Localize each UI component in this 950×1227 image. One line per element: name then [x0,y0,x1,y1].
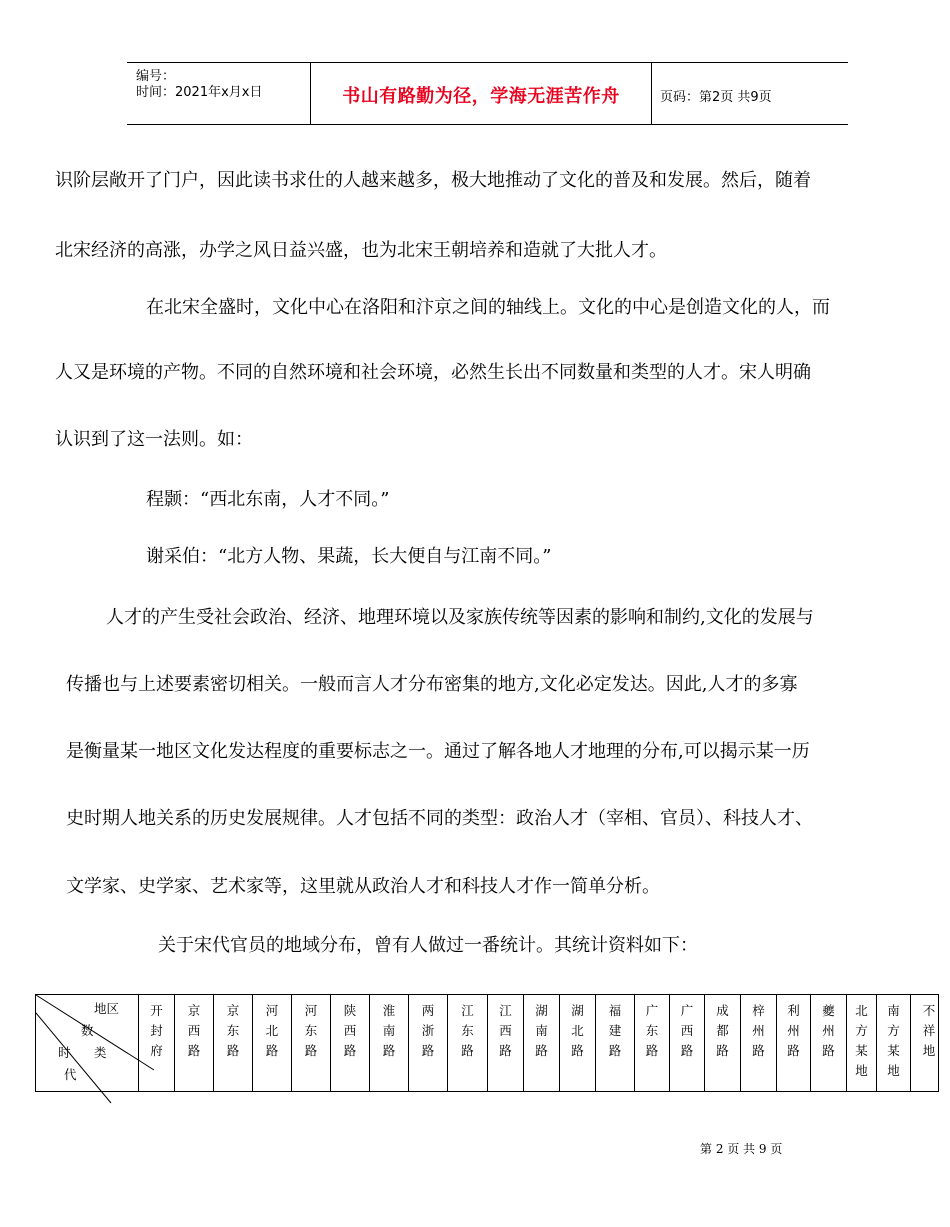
column-header-label: 开 封 府 [150,1003,163,1058]
column-header-label: 北 方 某 地 [855,1003,868,1078]
body-line: 文学家、史学家、艺术家等，这里就从政治人才和科技人才作一简单分析。 [66,876,660,897]
header-region-label: 地区 [94,1001,120,1016]
table-column-header [876,995,910,1091]
header-diagonal-lines [36,995,146,1115]
table-column-header [252,995,291,1091]
column-header-label: 江 东 路 [461,1003,474,1058]
column-header-label: 河 北 路 [265,1003,279,1058]
column-header-label: 京 东 路 [226,1003,240,1058]
header-divider-right [651,62,652,125]
body-line: 传播也与上述要素密切相关。一般而言人才分布密集的地方,文化必定发达。因此,人才的多寡 [66,674,798,695]
table-column-header [330,995,369,1091]
header-bottom-rule [127,124,848,125]
column-header-label: 淮 南 路 [382,1003,396,1058]
header-top-rule [127,62,848,63]
body-line: 在北宋全盛时，文化中心在洛阳和汴京之间的轴线上。文化的中心是创造文化的人，而 [146,297,830,318]
header-motto: 书山有路勤为径，学海无涯苦作舟 [342,86,620,107]
body-line: 史时期人地关系的历史发展规律。人才包括不同的类型：政治人才（宰相、官员）、科技人才、 [66,808,813,829]
column-header-label: 两 浙 路 [421,1003,435,1058]
column-header-label: 不 祥 地 [922,1003,936,1058]
header-page-label: 页码：第2页 共9页 [660,90,772,105]
footer-page-label: 第 2 页 共 9 页 [700,1142,783,1156]
header-category-label: 类 [94,1045,107,1060]
body-line: 程颢：“西北东南，人才不同。” [146,489,390,510]
column-header-label: 河 东 路 [304,1003,318,1058]
body-line: 关于宋代官员的地域分布，曾有人做过一番统计。其统计资料如下： [158,935,698,956]
body-line: 是衡量某一地区文化发达程度的重要标志之一。通过了解各地人才地理的分布,可以揭示某一历 [66,741,810,762]
body-line: 识阶层敞开了门户，因此读书求仕的人越来越多，极大地推动了文化的普及和发展。然后，随着 [55,170,811,191]
column-header-label: 湖 北 路 [571,1003,584,1058]
table-column-header [634,995,669,1091]
table-column-header [487,995,523,1091]
body-line: 人又是环境的产物。不同的自然环境和社会环境，必然生长出不同数量和类型的人才。宋人明确 [55,362,811,383]
column-header-label: 江 西 路 [499,1003,512,1058]
table-column-header [704,995,740,1091]
header-count-label: 数 [81,1023,94,1038]
column-header-label: 福 建 路 [608,1003,622,1058]
column-header-label: 成 都 路 [716,1003,729,1058]
table-column-header [138,995,174,1091]
column-header-label: 广 东 路 [645,1003,659,1058]
table-column-header [740,995,776,1091]
officials-distribution-table [35,994,939,1092]
table-column-header [174,995,213,1091]
table-column-header [213,995,252,1091]
table-column-header [408,995,447,1091]
table-column-header [910,995,947,1091]
column-header-label: 梓 州 路 [752,1003,765,1058]
table-column-header [595,995,634,1091]
column-header-label: 利 州 路 [787,1003,800,1058]
table-column-header [447,995,487,1091]
table-column-header [669,995,704,1091]
body-line: 人才的产生受社会政治、经济、地理环境以及家族传统等因素的影响和制约,文化的发展与 [106,607,814,628]
table-column-header [559,995,595,1091]
column-header-label: 湖 南 路 [535,1003,548,1058]
column-header-label: 京 西 路 [187,1003,201,1058]
body-line: 谢采伯：“北方人物、果蔬，长大便自与江南不同。” [146,546,552,567]
column-header-label: 南 方 某 地 [887,1003,900,1078]
column-header-label: 夔 州 路 [822,1003,835,1058]
table-column-header [776,995,810,1091]
table-column-header [291,995,330,1091]
table-column-header [523,995,559,1091]
body-line: 北宋经济的高涨，办学之风日益兴盛，也为北宋王朝培养和造就了大批人才。 [55,240,667,261]
column-header-label: 广 西 路 [680,1003,694,1058]
body-line: 认识到了这一法则。如： [55,429,253,450]
header-time-label: 时间：2021年x月x日 [136,85,263,100]
header-number-label: 编号： [136,69,176,84]
column-header-label: 陕 西 路 [343,1003,357,1058]
table-column-header [369,995,408,1091]
table-column-header [810,995,846,1091]
header-dynasty-label: 代 [64,1067,77,1082]
table-column-header [846,995,876,1091]
header-era-label: 时 [58,1045,71,1060]
